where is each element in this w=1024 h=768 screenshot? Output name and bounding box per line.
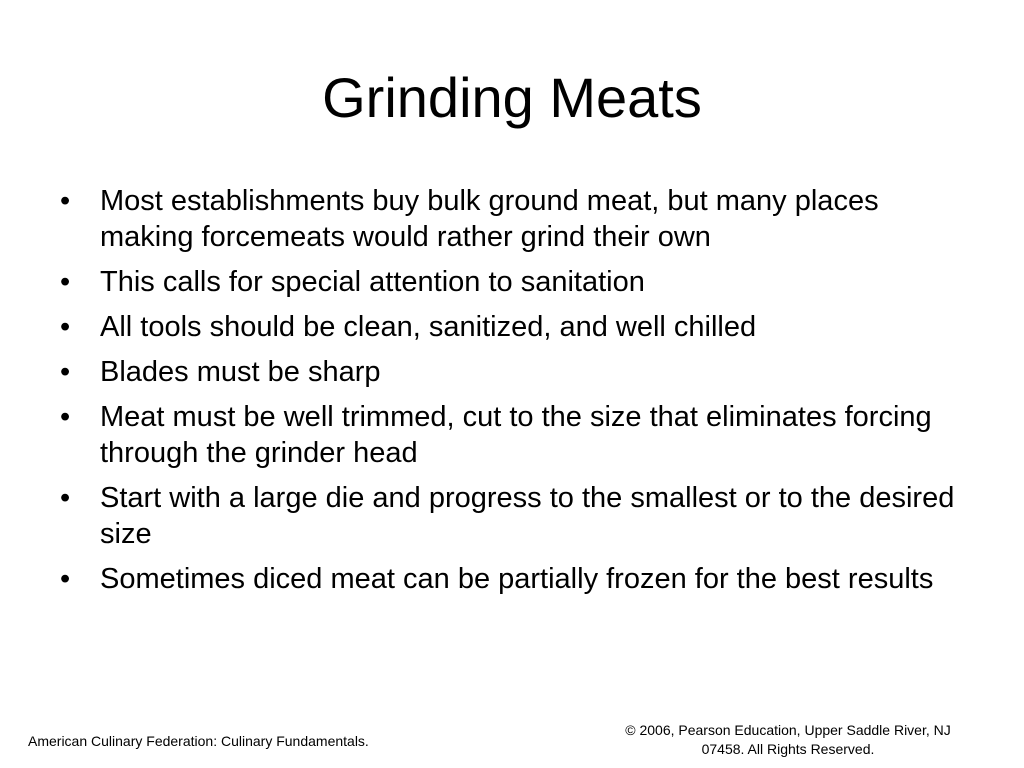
bullet-icon: • [60,563,71,595]
bullet-text: Start with a large die and progress to the smallest or to the desired size [100,482,955,550]
footer-copyright [588,721,988,759]
copyright-line-2: 07458. All Rights Reserved. [701,741,875,757]
copyright-line-1: © 2006, Pearson Education, Upper Saddle River, NJ [625,722,951,738]
bullet-item [58,183,958,255]
bullet-text: Most establishments buy bulk ground meat, but many places making forcemeats would rather grind their own [100,185,879,253]
bullet-text: Blades must be sharp [100,356,381,388]
bullet-item [58,309,958,345]
bullet-icon: • [60,356,71,388]
footer-source: American Culinary Federation: Culinary Fundamentals. [28,733,369,749]
bullet-list [58,183,958,606]
bullet-text: Sometimes diced meat can be partially frozen for the best results [100,563,934,595]
bullet-item [58,480,958,552]
bullet-item [58,354,958,390]
bullet-icon: • [60,401,71,433]
bullet-item [58,399,958,471]
bullet-icon: • [60,185,71,217]
bullet-icon: • [60,311,71,343]
bullet-text: Meat must be well trimmed, cut to the size that eliminates forcing through the grinder head [100,401,932,469]
bullet-text: All tools should be clean, sanitized, and well chilled [100,311,757,343]
slide-title: Grinding Meats [322,66,702,129]
bullet-item [58,264,958,300]
bullet-item [58,561,958,597]
bullet-text: This calls for special attention to sanitation [100,266,645,298]
bullet-icon: • [60,266,71,298]
bullet-icon: • [60,482,71,514]
